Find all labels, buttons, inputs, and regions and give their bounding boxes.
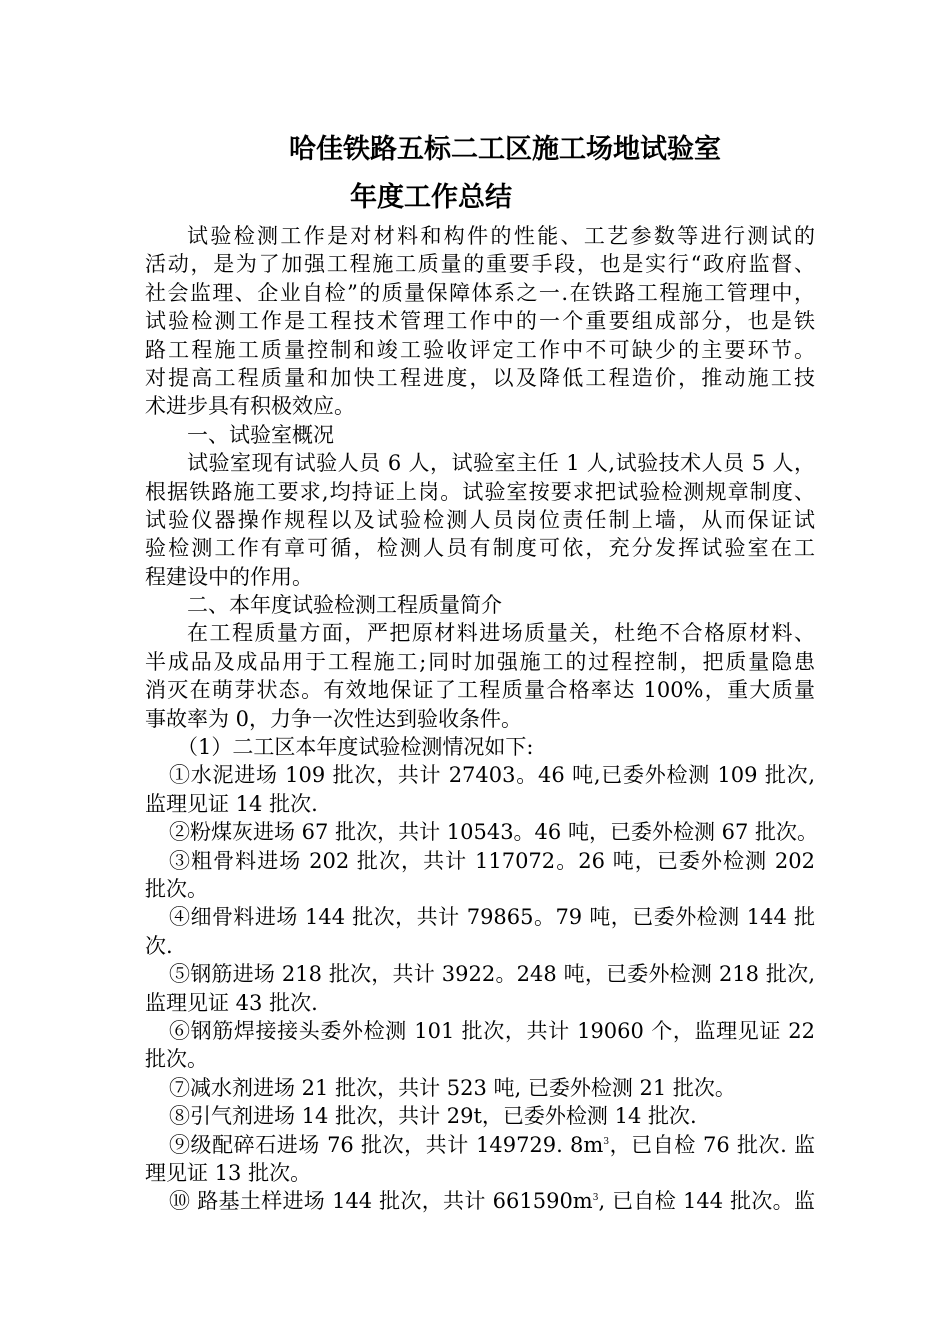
document-subtitle: 年度工作总结 [350, 182, 512, 213]
inspection-list [145, 761, 819, 1215]
list-item-text: ⑩ 路基土样进场 144 批次，共计 661590m [169, 1189, 593, 1214]
list-item-text: ，已自检 76 批次. 监 [609, 1132, 815, 1157]
text-line: 消灭在萌芽状态。有效地保证了工程质量合格率达 100%，重大质量 [145, 678, 815, 703]
list-item-continuation: 监理见证 43 批次. [145, 990, 318, 1015]
section1-paragraph [145, 449, 815, 591]
text-line: 程建设中的作用。 [145, 564, 313, 589]
list-item-continuation: 监理见证 14 批次. [145, 791, 318, 816]
text-line: 试验室现有试验人员 6 人，试验室主任 1 人,试验技术人员 5 人， [187, 451, 815, 476]
list-item: ⑦减水剂进场 21 批次，共计 523 吨, 已委外检测 21 批次。 [169, 1075, 736, 1100]
text-line: 验检测工作有章可循，检测人员有制度可依，充分发挥试验室在工 [145, 536, 815, 561]
list-item: ③粗骨料进场 202 批次，共计 117072。26 吨，已委外检测 202 [169, 848, 815, 873]
list-item-text: ⑨级配碎石进场 76 批次，共计 149729. 8m [169, 1132, 604, 1157]
superscript-unit: 3 [603, 1136, 610, 1147]
text-line: 路工程施工质量控制和竣工验收评定工作中不可缺少的主要环节。 [145, 337, 815, 362]
text-line: 根据铁路施工要求,均持证上岗。试验室按要求把试验检测规章制度、 [145, 479, 815, 504]
list-item-continuation: 次. [145, 933, 173, 958]
text-line: 试验仪器操作规程以及试验检测人员岗位责任制上墙，从而保证试 [145, 507, 815, 532]
text-line: 事故率为 0，力争一次性达到验收条件。 [145, 706, 523, 731]
section-heading: 二、本年度试验检测工程质量简介 [187, 593, 502, 618]
list-item: ④细骨料进场 144 批次，共计 79865。79 吨，已委外检测 144 批 [169, 905, 815, 930]
text-line: 活动，是为了加强工程施工质量的重要手段，也是实行“政府监督、 [145, 252, 815, 277]
document-title: 哈佳铁路五标二工区施工场地试验室 [289, 134, 721, 165]
list-item-continuation: 批次。 [145, 876, 208, 901]
list-item: ①水泥进场 109 批次，共计 27403。46 吨,已委外检测 109 批次, [169, 763, 815, 788]
text-line: 术进步具有积极效应。 [145, 394, 355, 419]
text-line: 试验检测工作是对材料和构件的性能、工艺参数等进行测试的 [187, 224, 815, 248]
list-item [145, 1131, 815, 1159]
text-line: 社会监理、企业自检”的质量保障体系之一.在铁路工程施工管理中， [145, 280, 815, 305]
list-item-continuation: 批次。 [145, 1047, 208, 1072]
list-subheading: （1）二工区本年度试验检测情况如下: [177, 735, 534, 760]
list-item-continuation: 理见证 13 批次。 [145, 1160, 312, 1185]
superscript-unit: 3 [592, 1193, 599, 1204]
text-line: 半成品及成品用于工程施工;同时加强施工的过程控制，把质量隐患 [145, 649, 815, 674]
list-item-text: , 已自检 144 批次。监 [598, 1189, 815, 1214]
document-body [145, 222, 819, 1216]
list-item: ②粉煤灰进场 67 批次，共计 10543。46 吨，已委外检测 67 批次。 [169, 820, 819, 845]
text-line: 试验检测工作是工程技术管理工作中的一个重要组成部分，也是铁 [145, 309, 815, 334]
text-line: 对提高工程质量和加快工程进度，以及降低工程造价，推动施工技 [145, 365, 815, 390]
section-heading: 一、试验室概况 [187, 422, 334, 447]
text-line: 在工程质量方面，严把原材料进场质量关，杜绝不合格原材料、 [187, 621, 815, 646]
list-item: ⑧引气剂进场 14 批次，共计 29t，已委外检测 14 批次. [169, 1104, 697, 1129]
list-item: ⑥钢筋焊接接头委外检测 101 批次，共计 19060 个，监理见证 22 [169, 1018, 815, 1043]
list-item: ⑤钢筋进场 218 批次，共计 3922。248 吨，已委外检测 218 批次, [169, 962, 815, 987]
list-item [145, 1187, 815, 1215]
intro-paragraph [145, 222, 815, 421]
section2-paragraph [145, 619, 815, 733]
